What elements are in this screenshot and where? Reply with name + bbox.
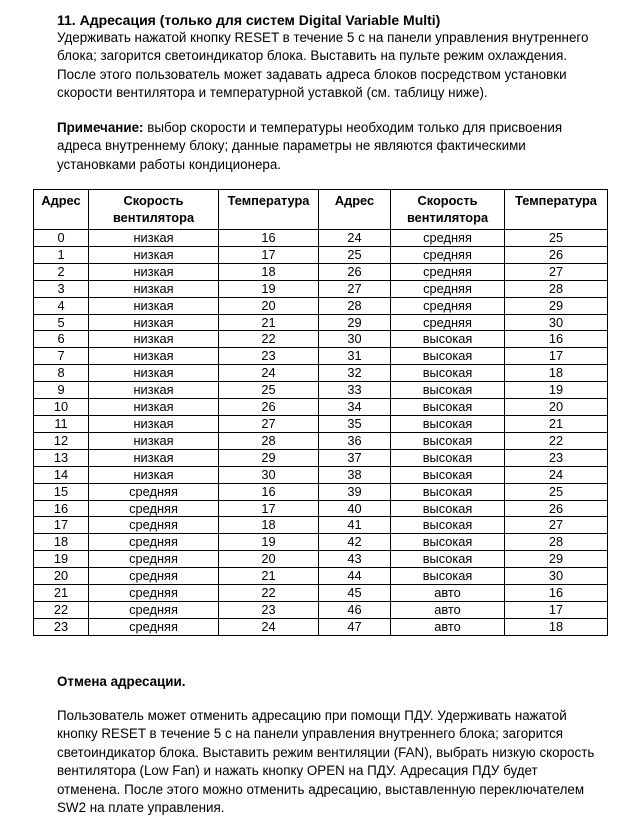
table-cell: высокая: [391, 449, 505, 466]
table-cell: авто: [391, 618, 505, 635]
table-cell: 16: [505, 331, 608, 348]
table-row: [34, 415, 608, 432]
table-cell: 45: [319, 585, 391, 602]
table-cell: 43: [319, 551, 391, 568]
table-row: [34, 382, 608, 399]
table-cell: 21: [505, 415, 608, 432]
table-row: [34, 534, 608, 551]
table-cell: средняя: [89, 551, 219, 568]
table-cell: низкая: [89, 297, 219, 314]
table-cell: низкая: [89, 230, 219, 247]
table-cell: низкая: [89, 432, 219, 449]
table-cell: 24: [505, 466, 608, 483]
table-cell: 11: [34, 415, 89, 432]
table-cell: низкая: [89, 246, 219, 263]
cancel-addressing-heading: Отмена адресации.: [57, 674, 186, 689]
table-cell: 28: [505, 280, 608, 297]
table-cell: средняя: [391, 230, 505, 247]
table-cell: низкая: [89, 466, 219, 483]
table-cell: 17: [219, 246, 319, 263]
table-cell: 46: [319, 601, 391, 618]
table-cell: 39: [319, 483, 391, 500]
table-row: [34, 230, 608, 247]
table-cell: 17: [505, 348, 608, 365]
table-row: [34, 466, 608, 483]
table-body: [34, 230, 608, 636]
table-cell: низкая: [89, 449, 219, 466]
note-label: Примечание:: [57, 120, 144, 135]
table-cell: 35: [319, 415, 391, 432]
table-cell: 25: [219, 382, 319, 399]
column-header: Адрес: [34, 190, 89, 230]
column-header: Скорость вентилятора: [89, 190, 219, 230]
table-cell: средняя: [391, 246, 505, 263]
table-cell: 27: [319, 280, 391, 297]
table-cell: 28: [319, 297, 391, 314]
table-cell: средняя: [391, 263, 505, 280]
table-cell: 29: [219, 449, 319, 466]
table-cell: высокая: [391, 399, 505, 416]
table-cell: 30: [319, 331, 391, 348]
table-row: [34, 331, 608, 348]
table-cell: 25: [505, 483, 608, 500]
table-cell: 41: [319, 517, 391, 534]
table-row: [34, 365, 608, 382]
table-cell: 26: [319, 263, 391, 280]
table-cell: авто: [391, 601, 505, 618]
table-cell: 0: [34, 230, 89, 247]
table-cell: 19: [219, 280, 319, 297]
column-header: Температура: [505, 190, 608, 230]
table-cell: средняя: [89, 517, 219, 534]
table-cell: средняя: [89, 568, 219, 585]
table-cell: средняя: [391, 314, 505, 331]
table-cell: 6: [34, 331, 89, 348]
table-cell: низкая: [89, 399, 219, 416]
table-cell: 20: [219, 297, 319, 314]
table-cell: высокая: [391, 415, 505, 432]
table-cell: 30: [505, 314, 608, 331]
addressing-table-container: [33, 189, 608, 636]
table-cell: 22: [505, 432, 608, 449]
column-header: Скорость вентилятора: [391, 190, 505, 230]
table-cell: средняя: [89, 483, 219, 500]
table-cell: 27: [505, 263, 608, 280]
table-cell: 17: [505, 601, 608, 618]
table-cell: 18: [219, 263, 319, 280]
table-cell: 4: [34, 297, 89, 314]
table-row: [34, 568, 608, 585]
table-cell: 23: [219, 348, 319, 365]
table-cell: 23: [505, 449, 608, 466]
table-cell: низкая: [89, 331, 219, 348]
table-cell: 30: [505, 568, 608, 585]
table-cell: 47: [319, 618, 391, 635]
table-cell: 26: [505, 500, 608, 517]
table-cell: 21: [34, 585, 89, 602]
table-cell: 16: [34, 500, 89, 517]
table-cell: 30: [219, 466, 319, 483]
table-cell: 42: [319, 534, 391, 551]
table-cell: 15: [34, 483, 89, 500]
table-cell: низкая: [89, 314, 219, 331]
table-cell: 10: [34, 399, 89, 416]
table-cell: 9: [34, 382, 89, 399]
table-cell: высокая: [391, 365, 505, 382]
table-cell: 27: [505, 517, 608, 534]
table-cell: средняя: [89, 601, 219, 618]
table-cell: 13: [34, 449, 89, 466]
table-cell: 28: [505, 534, 608, 551]
table-cell: 16: [219, 230, 319, 247]
cancel-addressing-paragraph: Пользователь может отменить адресацию при помощи ПДУ. Удерживать нажатой кнопку RESET в течение 5 с на панели управления внутреннего блока; загорится светоиндикатор блока. Выставить режим вентиляции (FAN), выбрать низкую скорость вентилятора (Low Fan) и нажать кнопку OPEN на ПДУ. Адресация ПДУ будет отменена. После этого можно отменить адресацию, выставленную переключателем SW2 на плате управления.: [57, 708, 595, 816]
table-cell: 18: [219, 517, 319, 534]
table-row: [34, 399, 608, 416]
table-cell: 20: [219, 551, 319, 568]
table-cell: 25: [319, 246, 391, 263]
table-cell: высокая: [391, 534, 505, 551]
table-cell: высокая: [391, 466, 505, 483]
table-cell: 16: [219, 483, 319, 500]
table-cell: низкая: [89, 365, 219, 382]
table-cell: низкая: [89, 348, 219, 365]
table-cell: 23: [34, 618, 89, 635]
table-cell: 29: [319, 314, 391, 331]
table-cell: 21: [219, 568, 319, 585]
table-cell: 27: [219, 415, 319, 432]
addressing-table: [33, 189, 608, 636]
table-cell: высокая: [391, 382, 505, 399]
table-cell: низкая: [89, 263, 219, 280]
table-cell: высокая: [391, 432, 505, 449]
table-cell: 31: [319, 348, 391, 365]
table-cell: 5: [34, 314, 89, 331]
table-cell: высокая: [391, 483, 505, 500]
table-cell: 2: [34, 263, 89, 280]
table-cell: 19: [505, 382, 608, 399]
note-text: выбор скорости и температуры необходим только для присвоения адреса внутреннему блоку; данные параметры не являются фактическими установками работы кондиционера.: [57, 120, 563, 172]
table-cell: 18: [505, 365, 608, 382]
table-cell: 17: [219, 500, 319, 517]
table-cell: низкая: [89, 280, 219, 297]
table-row: [34, 263, 608, 280]
table-cell: 32: [319, 365, 391, 382]
table-cell: 19: [34, 551, 89, 568]
table-cell: 26: [219, 399, 319, 416]
table-cell: 16: [505, 585, 608, 602]
table-cell: 24: [219, 365, 319, 382]
table-row: [34, 348, 608, 365]
table-cell: 29: [505, 297, 608, 314]
table-row: [34, 483, 608, 500]
table-cell: средняя: [89, 534, 219, 551]
table-cell: средняя: [89, 500, 219, 517]
table-cell: низкая: [89, 382, 219, 399]
table-cell: 34: [319, 399, 391, 416]
table-cell: высокая: [391, 517, 505, 534]
table-cell: 18: [505, 618, 608, 635]
table-row: [34, 517, 608, 534]
table-row: [34, 297, 608, 314]
intro-paragraph: Удерживать нажатой кнопку RESET в течение 5 с на панели управления внутреннего блока; загорится светоиндикатор блока. Выставить на пульте режим охлаждения. После этого пользователь может задавать адреса блоков посредством установки скорости вентилятора и температурной уставкой (см. таблицу ниже).: [57, 30, 589, 101]
table-cell: 19: [219, 534, 319, 551]
note-paragraph: [57, 119, 602, 174]
section-title: 11. Адресация (только для систем Digital Variable Multi): [57, 12, 441, 28]
table-row: [34, 500, 608, 517]
table-cell: 8: [34, 365, 89, 382]
table-cell: 24: [319, 230, 391, 247]
table-cell: высокая: [391, 500, 505, 517]
table-cell: 24: [219, 618, 319, 635]
table-cell: 29: [505, 551, 608, 568]
table-cell: средняя: [391, 297, 505, 314]
table-row: [34, 618, 608, 635]
table-header-row: [34, 190, 608, 230]
table-row: [34, 246, 608, 263]
table-cell: низкая: [89, 415, 219, 432]
table-cell: 23: [219, 601, 319, 618]
table-cell: высокая: [391, 551, 505, 568]
table-row: [34, 551, 608, 568]
table-cell: высокая: [391, 568, 505, 585]
table-row: [34, 585, 608, 602]
table-row: [34, 314, 608, 331]
table-cell: 33: [319, 382, 391, 399]
table-row: [34, 601, 608, 618]
table-cell: 20: [505, 399, 608, 416]
table-cell: 18: [34, 534, 89, 551]
table-cell: высокая: [391, 331, 505, 348]
table-row: [34, 280, 608, 297]
table-row: [34, 449, 608, 466]
table-cell: 22: [219, 585, 319, 602]
table-cell: 3: [34, 280, 89, 297]
table-cell: 22: [34, 601, 89, 618]
table-cell: средняя: [89, 618, 219, 635]
column-header: Температура: [219, 190, 319, 230]
table-cell: средняя: [391, 280, 505, 297]
table-cell: 36: [319, 432, 391, 449]
table-cell: 44: [319, 568, 391, 585]
table-cell: 20: [34, 568, 89, 585]
table-cell: 14: [34, 466, 89, 483]
table-cell: 17: [34, 517, 89, 534]
table-cell: 7: [34, 348, 89, 365]
table-cell: 40: [319, 500, 391, 517]
table-cell: 21: [219, 314, 319, 331]
table-cell: 26: [505, 246, 608, 263]
table-cell: 25: [505, 230, 608, 247]
table-cell: средняя: [89, 585, 219, 602]
table-cell: авто: [391, 585, 505, 602]
table-cell: 38: [319, 466, 391, 483]
table-cell: высокая: [391, 348, 505, 365]
table-cell: 28: [219, 432, 319, 449]
table-cell: 1: [34, 246, 89, 263]
table-cell: 12: [34, 432, 89, 449]
table-cell: 22: [219, 331, 319, 348]
table-row: [34, 432, 608, 449]
table-cell: 37: [319, 449, 391, 466]
column-header: Адрес: [319, 190, 391, 230]
